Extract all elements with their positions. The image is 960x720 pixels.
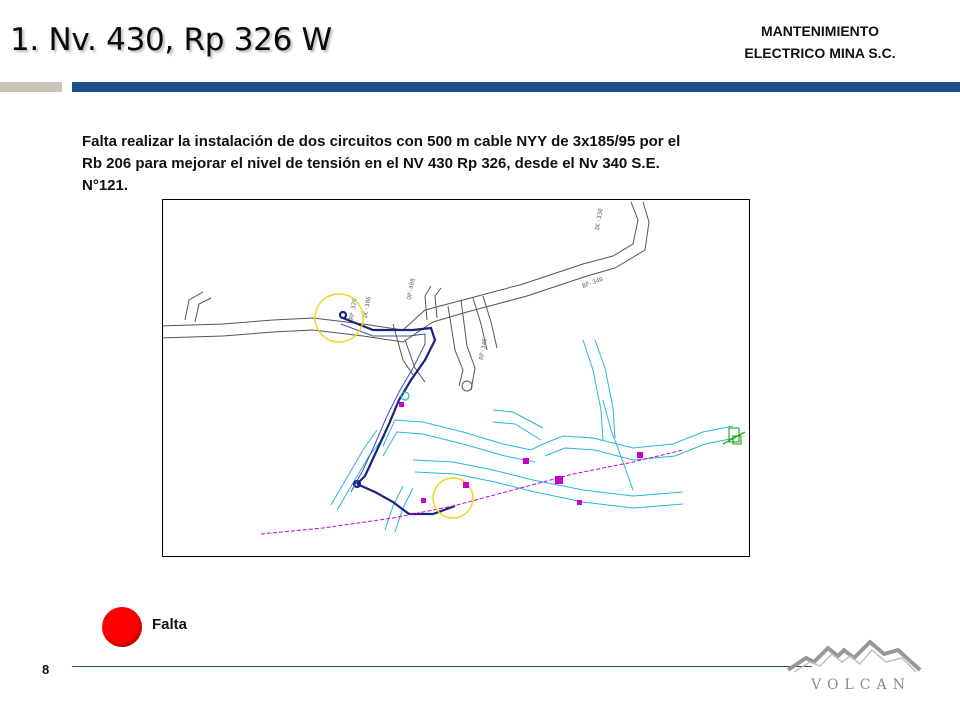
page-number: 8 xyxy=(42,662,50,677)
description-line-1: Falta realizar la instalación de dos circuitos con 500 m cable NYY de 3x185/95 por el xyxy=(82,133,681,150)
header-accent-blue-bar xyxy=(72,82,960,92)
svg-text:RP-346: RP-346 xyxy=(478,337,489,361)
company-name-line1: MANTENIMIENTO xyxy=(761,23,879,39)
legend-label: Falta xyxy=(152,616,188,633)
company-name-line2: ELECTRICO MINA S.C. xyxy=(744,45,896,61)
svg-text:DC-330: DC-330 xyxy=(594,207,605,231)
volcan-logo-text: VOLCAN xyxy=(811,677,911,693)
description-line-2: Rb 206 para mejorar el nivel de tensión en el NV 430 Rp 326, desde el Nv 340 S.E. xyxy=(82,155,660,172)
legend-red-dot xyxy=(102,607,142,647)
header-accent-gray-bar xyxy=(0,82,62,92)
footer-divider xyxy=(72,666,812,667)
svg-text:OP-408: OP-408 xyxy=(406,277,417,301)
company-name xyxy=(720,20,920,64)
description-line-3: N°121. xyxy=(82,177,129,194)
svg-text:RP 326: RP 326 xyxy=(348,297,359,321)
svg-text:BP-340: BP-340 xyxy=(581,275,605,290)
description-text xyxy=(82,131,842,197)
mine-plan-image xyxy=(162,199,750,557)
mine-plan-drawing xyxy=(163,200,749,556)
slide-title: 1. Nv. 430, Rp 326 W xyxy=(10,22,332,58)
volcan-logo-mountains xyxy=(780,636,930,680)
svg-text:DC-306: DC-306 xyxy=(362,295,373,319)
